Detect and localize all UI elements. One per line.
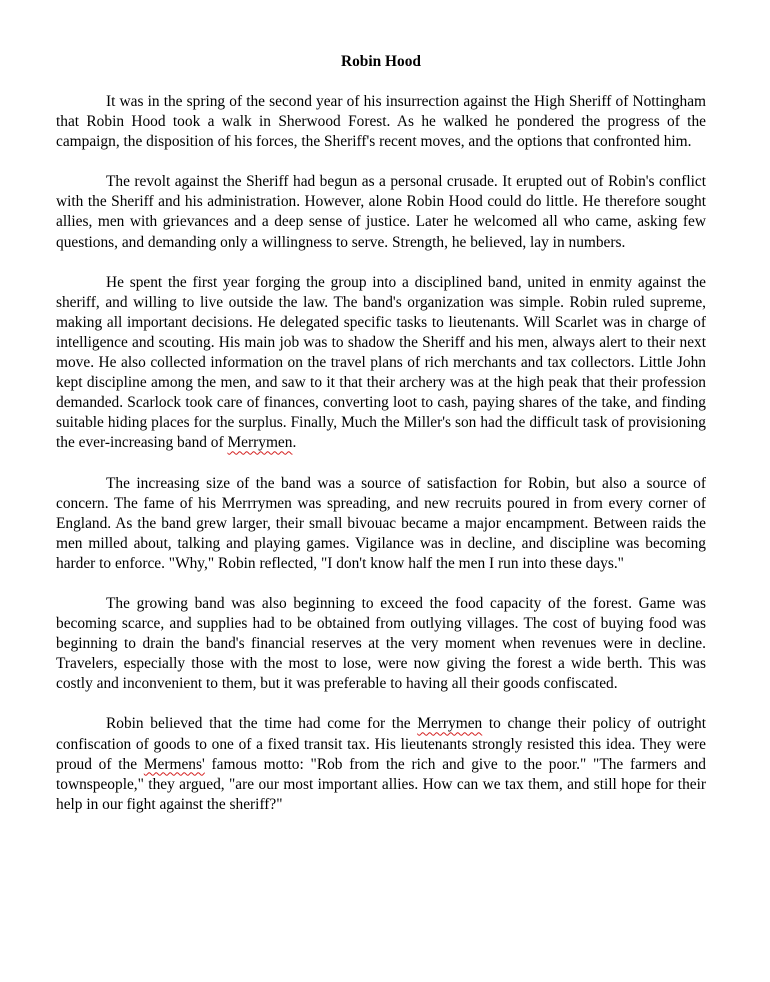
misspelled-word[interactable]: Merrymen bbox=[417, 715, 483, 733]
paragraph-text: to change their policy of outright confiscation of goods to one of a fixed transit tax. His lieutenants strongly resisted this idea. They were proud of the bbox=[56, 715, 706, 773]
paragraph-text: The revolt against the Sheriff had begun as a personal crusade. It erupted out of Robin's conflict with the Sheriff and his administration. However, alone Robin Hood could do little. He therefore sought allies, men with grievances and a deep sense of justice. Later he welcomed all who came, asking few questions, and demanding only a willingness to serve. Strength, he believed, lay in numbers. bbox=[56, 173, 706, 251]
paragraph-2 bbox=[56, 172, 706, 252]
paragraph-text: Robin believed that the time had come for the bbox=[106, 715, 418, 733]
document-title: Robin Hood bbox=[341, 53, 421, 70]
paragraph-text: . bbox=[292, 434, 297, 452]
misspelled-word[interactable]: Merrymen bbox=[227, 434, 293, 452]
paragraph-5 bbox=[56, 594, 706, 694]
paragraph-1 bbox=[56, 92, 706, 152]
paragraph-4 bbox=[56, 474, 706, 574]
document-page bbox=[56, 52, 706, 835]
misspelled-word[interactable]: Mermens' bbox=[143, 755, 205, 773]
paragraph-text: It was in the spring of the second year of his insurrection against the High Sheriff of Nottingham that Robin Hood took a walk in Sherwood Forest. As he walked he pondered the progress of the campaign, the disposition of his forces, the Sheriff's recent moves, and the options that confronted him. bbox=[56, 93, 706, 151]
paragraph-3 bbox=[56, 273, 706, 454]
paragraph-text: famous motto: "Rob from the rich and give to the poor." "The farmers and townspeople," they argued, "are our most important allies. How can we tax them, and still hope for their help in our fight against the sheriff?" bbox=[56, 755, 706, 813]
paragraph-text: He spent the first year forging the group into a disciplined band, united in enmity against the sheriff, and willing to live outside the law. The band's organization was simple. Robin ruled supreme, making all important decisions. He delegated specific tasks to lieutenants. Will Scarlet was in charge of intelligence and scouting. His main job was to shadow the Sheriff and his men, always alert to their next move. He also collected information on the travel plans of rich merchants and tax collectors. Little John kept discipline among the men, and saw to it that their archery was at the high peak that their profession demanded. Scarlock took care of finances, converting loot to cash, paying shares of the take, and finding suitable hiding places for the surplus. Finally, Much the Miller's son had the difficult task of provisioning the ever-increasing band of bbox=[56, 273, 706, 452]
paragraph-text: The growing band was also beginning to exceed the food capacity of the forest. Game was becoming scarce, and supplies had to be obtained from outlying villages. The cost of buying food was beginning to drain the band's financial reserves at the very moment when revenues were in decline. Travelers, especially those with the most to lose, were now giving the forest a wide berth. This was costly and inconvenient to them, but it was preferable to having all their goods confiscated. bbox=[56, 594, 706, 693]
paragraph-6 bbox=[56, 714, 706, 814]
paragraph-text: The increasing size of the band was a source of satisfaction for Robin, but also a source of concern. The fame of his Merrrymen was spreading, and new recruits poured in from every corner of England. As the band grew larger, their small bivouac became a major encampment. Between raids the men milled about, talking and playing games. Vigilance was in decline, and discipline was becoming harder to enforce. "Why," Robin reflected, "I don't know half the men I run into these days." bbox=[56, 474, 706, 572]
